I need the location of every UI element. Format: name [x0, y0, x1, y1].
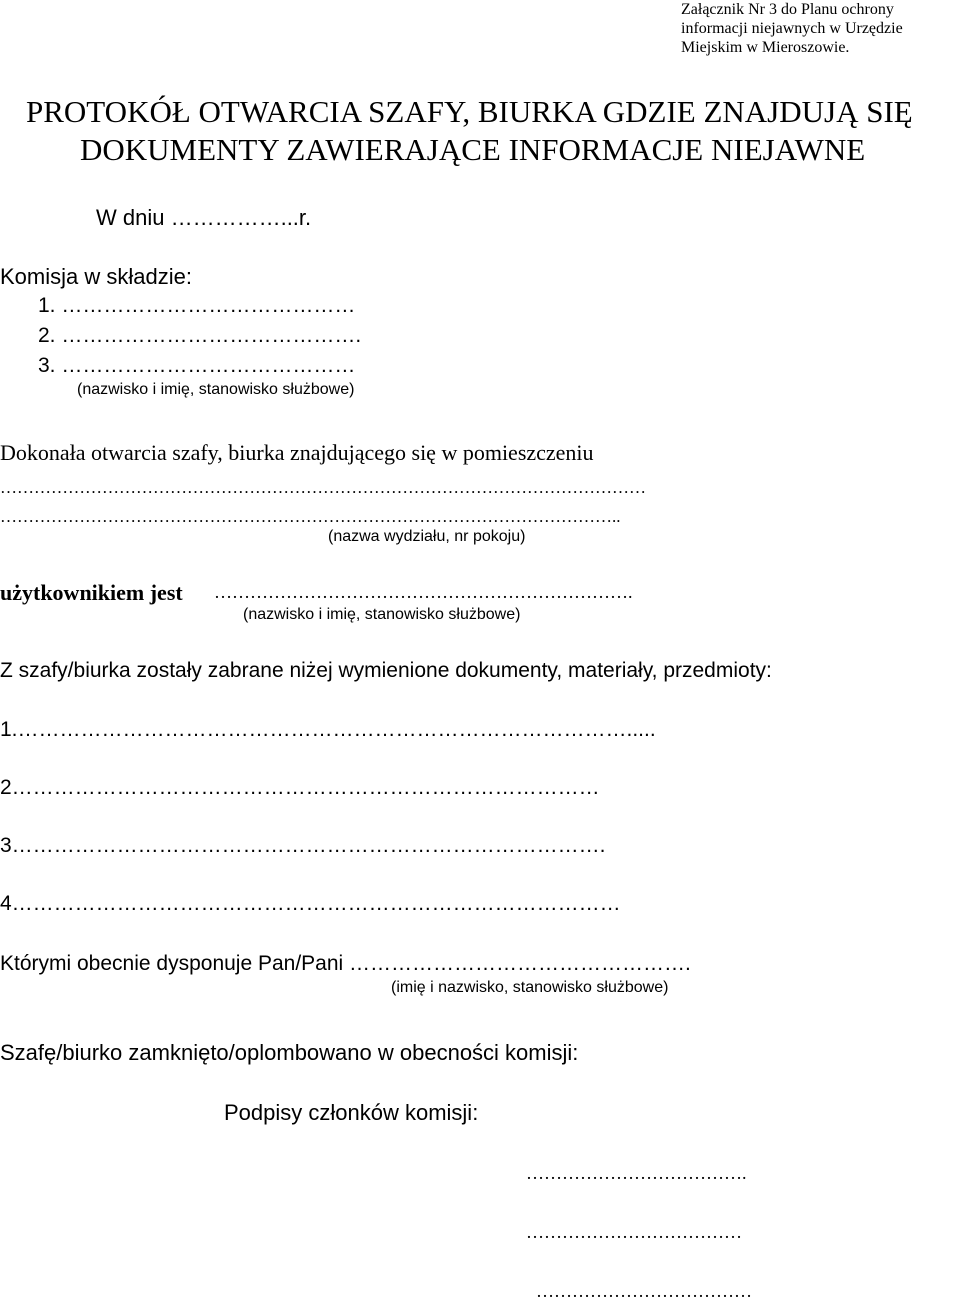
opening-text: Dokonała otwarcia szafy, biurka znajdującego się w pomieszczeniu — [0, 440, 594, 465]
signatures-label: Podpisy członków komisji: — [224, 1100, 479, 1125]
annex-line: Załącznik Nr 3 do Planu ochrony — [681, 1, 894, 18]
committee-member-1: 1. …………………………………… — [38, 294, 356, 317]
signature-line-1: ………………………………. — [526, 1163, 747, 1183]
user-dots: ……………………………………………………………. — [214, 582, 633, 602]
user-hint: (nazwisko i imię, stanowisko służbowe) — [243, 606, 521, 623]
opening-hint: (nazwa wydziału, nr pokoju) — [328, 528, 526, 545]
removed-text: Z szafy/biurka zostały zabrane niżej wymienione dokumenty, materiały, przedmioty: — [0, 659, 772, 682]
annex-note — [681, 0, 903, 57]
committee-member-2: 2. ……………………………………. — [38, 324, 362, 347]
holder-text: Którymi obecnie dysponuje Pan/Pani …………………………………………. — [0, 952, 691, 975]
removed-item-2: 2………………………………………………………………………… — [0, 776, 600, 799]
removed-item-3: 3…………………………………………………………………………. — [0, 834, 606, 857]
signature-line-2: ……………………………… — [526, 1222, 742, 1242]
holder-hint: (imię i nazwisko, stanowisko służbowe) — [391, 979, 669, 996]
removed-item-1: 1.……………………………………………………………………………..... — [0, 718, 656, 741]
closing-text: Szafę/biurko zamknięto/oplombowano w obecności komisji: — [0, 1040, 579, 1065]
document-title-line1: PROTOKÓŁ OTWARCIA SZAFY, BIURKA GDZIE ZNAJDUJĄ SIĘ — [26, 94, 913, 129]
committee-label: Komisja w składzie: — [0, 264, 192, 289]
document-title-line2: DOKUMENTY ZAWIERAJĄCE INFORMACJE NIEJAWNE — [80, 132, 866, 167]
removed-item-4: 4…………………………………………………………………………… — [0, 892, 621, 915]
date-line: W dniu ……………...r. — [96, 205, 312, 230]
committee-member-3: 3. …………………………………… — [38, 354, 356, 377]
annex-line: informacji niejawnych w Urzędzie — [681, 20, 903, 37]
committee-hint: (nazwisko i imię, stanowisko służbowe) — [77, 381, 355, 398]
annex-line: Miejskim w Mieroszowie. — [681, 39, 850, 56]
user-label: użytkownikiem jest — [0, 580, 183, 605]
opening-dots-2: ……………………………………………………………………………………………….. — [0, 507, 621, 526]
signature-line-3: ……………………………… — [536, 1281, 752, 1301]
opening-dots-1: …………………………………………………………………………………………………… — [0, 478, 646, 497]
